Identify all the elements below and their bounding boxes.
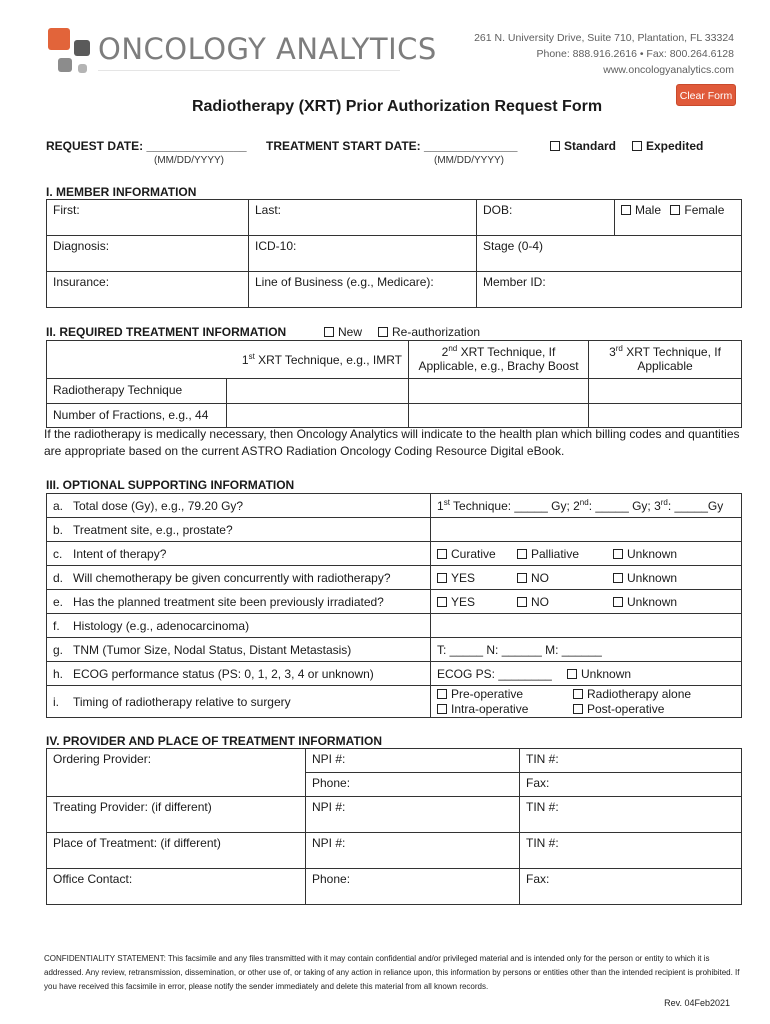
- form-title: Radiotherapy (XRT) Prior Authorization Request Form: [191, 98, 603, 115]
- treating-provider-field[interactable]: Treating Provider: (if different): [47, 797, 306, 833]
- question-cell: f. Histology (e.g., adenocarcinoma): [47, 614, 431, 638]
- provider-row: [47, 833, 742, 869]
- optional-row: [47, 542, 742, 566]
- question-cell: h. ECOG performance status (PS: 0, 1, 2, 3, 4 or unknown): [47, 662, 431, 686]
- treating-tin-field[interactable]: TIN #:: [520, 797, 742, 833]
- logo-divider: [98, 70, 400, 71]
- irradiated-unknown-checkbox[interactable]: [613, 597, 623, 607]
- rt-alone-checkbox[interactable]: [573, 689, 583, 699]
- treatment-start-date-hint: (MM/DD/YYYY): [434, 155, 504, 166]
- optional-row: [47, 614, 742, 638]
- first-name-field[interactable]: First:: [47, 200, 249, 236]
- male-checkbox[interactable]: [621, 205, 631, 215]
- fractions-row-cell: [47, 404, 409, 428]
- tnm-field[interactable]: T: _____ N: ______ M: ______: [431, 638, 742, 662]
- total-dose-field[interactable]: 1st Technique: _____ Gy; 2nd: _____ Gy; 3rd: _____Gy: [431, 494, 742, 518]
- treatment-row: [47, 404, 742, 428]
- chemo-yes-checkbox[interactable]: [437, 573, 447, 583]
- provider-row: [47, 869, 742, 905]
- curative-checkbox[interactable]: [437, 549, 447, 559]
- ordering-phone-field[interactable]: Phone:: [306, 773, 520, 797]
- intra-operative-checkbox[interactable]: [437, 704, 447, 714]
- insurance-field[interactable]: Insurance:: [47, 272, 249, 308]
- ordering-npi-field[interactable]: NPI #:: [306, 749, 520, 773]
- technique-2-input[interactable]: [409, 379, 589, 404]
- fractions-3-input[interactable]: [589, 404, 742, 428]
- place-tin-field[interactable]: TIN #:: [520, 833, 742, 869]
- optional-row: [47, 518, 742, 542]
- question-cell: g. TNM (Tumor Size, Nodal Status, Distant Metastasis): [47, 638, 431, 662]
- clear-form-button[interactable]: Clear Form: [676, 84, 736, 106]
- company-logo-mark: [46, 28, 92, 74]
- place-npi-field[interactable]: NPI #:: [306, 833, 520, 869]
- question-cell: a. Total dose (Gy), e.g., 79.20 Gy?: [47, 494, 431, 518]
- reauth-label: Re-authorization: [392, 325, 481, 339]
- palliative-checkbox[interactable]: [517, 549, 527, 559]
- surgery-timing-options: Pre-operative Radiotherapy alone Intra-operative Post-operative: [431, 686, 742, 718]
- treatment-table: [46, 340, 742, 428]
- address-line: 261 N. University Drive, Suite 710, Plantation, FL 33324: [474, 32, 734, 44]
- last-name-field[interactable]: Last:: [249, 200, 477, 236]
- optional-section-title: III. OPTIONAL SUPPORTING INFORMATION: [46, 478, 295, 492]
- ordering-tin-field[interactable]: TIN #:: [520, 749, 742, 773]
- technique-1-input[interactable]: [227, 379, 408, 403]
- fractions-2-input[interactable]: [409, 404, 589, 428]
- histology-field[interactable]: [431, 614, 742, 638]
- expedited-label: Expedited: [646, 139, 704, 153]
- confidentiality-statement: CONFIDENTIALITY STATEMENT: This facsimile and any files transmitted with it may contain confidential and/or privileged material and is intended only for the person or entity to which it is addressed. Any review, retransmission, dissemination, or other use of, or taking of any action in reliance upon, this information by persons or entities other than the intended recipient is prohibited. If you have received this facsimile in error, please notify the sender immediately and delete this material from all known records.: [44, 954, 740, 991]
- standard-label: Standard: [564, 139, 617, 153]
- optional-row: [47, 494, 742, 518]
- place-of-treatment-field[interactable]: Place of Treatment: (if different): [47, 833, 306, 869]
- gender-field: [615, 200, 742, 236]
- technique-row-cell: [47, 379, 409, 404]
- male-label: Male: [635, 203, 662, 217]
- fractions-row-label: Number of Fractions, e.g., 44: [47, 404, 227, 427]
- request-date-hint: (MM/DD/YYYY): [154, 155, 224, 166]
- member-row: [47, 200, 742, 236]
- ordering-provider-field[interactable]: Ordering Provider:: [47, 749, 306, 797]
- stage-field[interactable]: Stage (0-4): [477, 236, 742, 272]
- office-phone-field[interactable]: Phone:: [306, 869, 520, 905]
- provider-table: [46, 748, 742, 905]
- expedited-option[interactable]: [632, 139, 703, 153]
- treatment-section-title: II. REQUIRED TREATMENT INFORMATION: [46, 325, 287, 339]
- technique-col2-header: 2nd XRT Technique, If Applicable, e.g., Brachy Boost: [409, 341, 589, 379]
- treatment-header-row: [47, 341, 742, 379]
- optional-table: [46, 493, 742, 718]
- chemo-no-checkbox[interactable]: [517, 573, 527, 583]
- reauth-checkbox[interactable]: [378, 327, 388, 337]
- female-label: Female: [684, 203, 725, 217]
- contact-line: Phone: 888.916.2616 • Fax: 800.264.6128: [536, 48, 734, 60]
- treatment-row: [47, 379, 742, 404]
- member-row: [47, 272, 742, 308]
- pre-operative-checkbox[interactable]: [437, 689, 447, 699]
- office-contact-field[interactable]: Office Contact:: [47, 869, 306, 905]
- intent-unknown-checkbox[interactable]: [613, 549, 623, 559]
- member-id-field[interactable]: Member ID:: [477, 272, 742, 308]
- company-address: [474, 30, 734, 78]
- irradiated-options: YES NO Unknown: [431, 590, 742, 614]
- reauth-option[interactable]: [378, 325, 480, 339]
- new-option[interactable]: [324, 325, 362, 339]
- question-cell: e. Has the planned treatment site been previously irradiated?: [47, 590, 431, 614]
- logo-square-orange: [48, 28, 70, 50]
- technique-col3-header: 3rd XRT Technique, If Applicable: [589, 341, 742, 379]
- irradiated-no-checkbox[interactable]: [517, 597, 527, 607]
- provider-section-title: IV. PROVIDER AND PLACE OF TREATMENT INFORMATION: [46, 734, 383, 748]
- provider-row: [47, 797, 742, 833]
- standard-checkbox[interactable]: [550, 141, 560, 151]
- new-checkbox[interactable]: [324, 327, 334, 337]
- technique-col1-header: 1st XRT Technique, e.g., IMRT: [47, 341, 409, 379]
- treatment-start-date-field[interactable]: TREATMENT START DATE: ______________: [266, 139, 518, 153]
- member-table: [46, 199, 742, 308]
- question-cell: c. Intent of therapy?: [47, 542, 431, 566]
- optional-row: [47, 638, 742, 662]
- logo-square-grey: [58, 58, 72, 72]
- treating-npi-field[interactable]: NPI #:: [306, 797, 520, 833]
- female-checkbox[interactable]: [670, 205, 680, 215]
- logo-square-light: [78, 64, 87, 73]
- dob-field[interactable]: DOB:: [477, 200, 615, 236]
- optional-row: [47, 686, 742, 718]
- diagnosis-field[interactable]: Diagnosis:: [47, 236, 249, 272]
- ecog-unknown-checkbox[interactable]: [567, 669, 577, 679]
- website-line: www.oncologyanalytics.com: [603, 64, 734, 76]
- chemo-unknown-checkbox[interactable]: [613, 573, 623, 583]
- icd10-field[interactable]: ICD-10:: [249, 236, 477, 272]
- intent-options: Curative Palliative Unknown: [431, 542, 742, 566]
- optional-row: [47, 590, 742, 614]
- new-label: New: [338, 325, 363, 339]
- treatment-site-field[interactable]: [431, 518, 742, 542]
- technique-3-input[interactable]: [589, 379, 742, 404]
- ecog-ps-input[interactable]: ECOG PS: ________: [437, 666, 552, 681]
- ecog-field: ECOG PS: ________ Unknown: [431, 662, 742, 686]
- ordering-fax-field[interactable]: Fax:: [520, 773, 742, 797]
- company-name: ONCOLOGY ANALYTICS: [98, 32, 437, 66]
- expedited-checkbox[interactable]: [632, 141, 642, 151]
- question-cell: i. Timing of radiotherapy relative to surgery: [47, 686, 431, 718]
- fractions-1-input[interactable]: [227, 404, 408, 427]
- office-fax-field[interactable]: Fax:: [520, 869, 742, 905]
- question-cell: b. Treatment site, e.g., prostate?: [47, 518, 431, 542]
- revision-label: Rev. 04Feb2021: [664, 998, 730, 1008]
- member-section-title: I. MEMBER INFORMATION: [46, 185, 197, 199]
- technique-row-label: Radiotherapy Technique: [47, 379, 227, 403]
- chemo-options: YES NO Unknown: [431, 566, 742, 590]
- irradiated-yes-checkbox[interactable]: [437, 597, 447, 607]
- question-cell: d. Will chemotherapy be given concurrently with radiotherapy?: [47, 566, 431, 590]
- post-operative-checkbox[interactable]: [573, 704, 583, 714]
- billing-note: If the radiotherapy is medically necessary, then Oncology Analytics will indicate to the health plan which billing codes and quantities are appropriate based on the current ASTRO Radiation Oncology Coding Resource Digital eBook.: [44, 427, 740, 458]
- provider-row: [47, 749, 742, 773]
- line-of-business-field[interactable]: Line of Business (e.g., Medicare):: [249, 272, 477, 308]
- standard-option[interactable]: [550, 139, 616, 153]
- optional-row: [47, 662, 742, 686]
- member-row: [47, 236, 742, 272]
- optional-row: [47, 566, 742, 590]
- logo-square-dark: [74, 40, 90, 56]
- request-date-field[interactable]: REQUEST DATE: _______________: [46, 139, 247, 153]
